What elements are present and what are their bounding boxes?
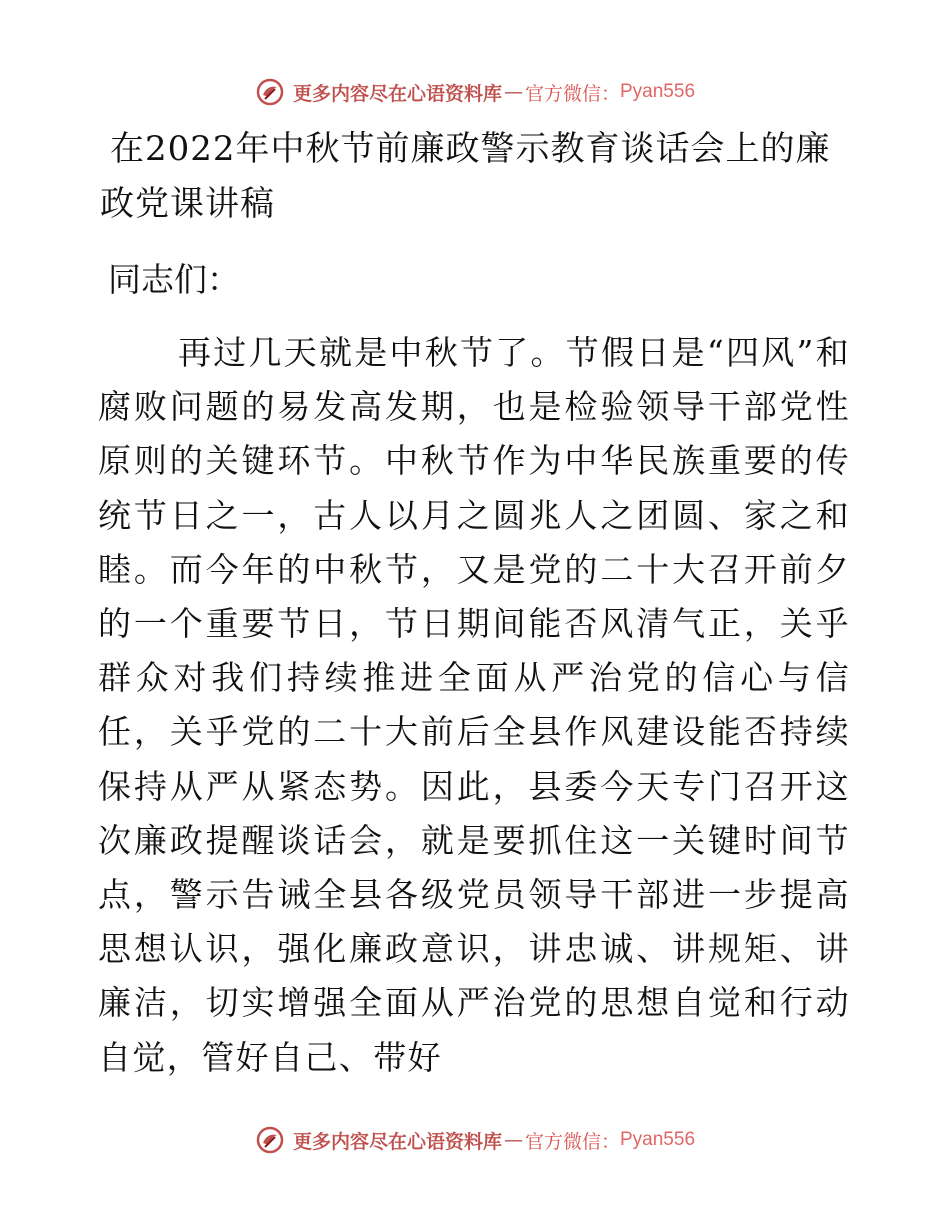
watermark-account-id: Pyan556 [620,1129,696,1150]
watermark-separator: — [503,1129,523,1151]
document-title: 在2022年中秋节前廉政警示教育谈话会上的廉政党课讲稿 [100,129,831,224]
red-swirl-logo-icon [255,77,285,107]
watermark-text: 更多内容尽在心语资料库 [292,82,502,105]
watermark-account-label: 官方微信： [524,1130,620,1153]
body-paragraph: 再过几天就是中秋节了。节假日是“四风”和腐败问题的易发高发期，也是检验领导干部党性原则的关键环节。中秋节作为中华民族重要的传统节日之一，古人以月之圆兆人之团圆、家之和睦。而今年的中秋节，又是党的二十大召开前夕的一个重要节日，节日期间能否风清气正，关乎群众对我们持续推进全面从严治党的信心与信任，关乎党的二十大前后全县作风建设能否持续保持从严从紧态势。因此，县委今天专门召开这次廉政提醒谈话会，就是要抓住这一关键时间节点，警示告诫全县各级党员领导干部进一步提高思想认识，强化廉政意识，讲忠诚、讲规矩、讲廉洁，切实增强全面从严治党的思想自觉和行动自觉，管好自己、带好 [98,333,850,1077]
watermark-separator: — [503,81,523,103]
watermark-text: 更多内容尽在心语资料库 [292,1130,502,1153]
footer-watermark [0,1120,950,1160]
header-watermark [0,72,950,112]
red-swirl-logo-icon [255,1125,285,1155]
watermark-account-id: Pyan556 [620,81,696,102]
salutation: 同志们： [108,260,240,299]
watermark-account-label: 官方微信： [524,82,620,105]
